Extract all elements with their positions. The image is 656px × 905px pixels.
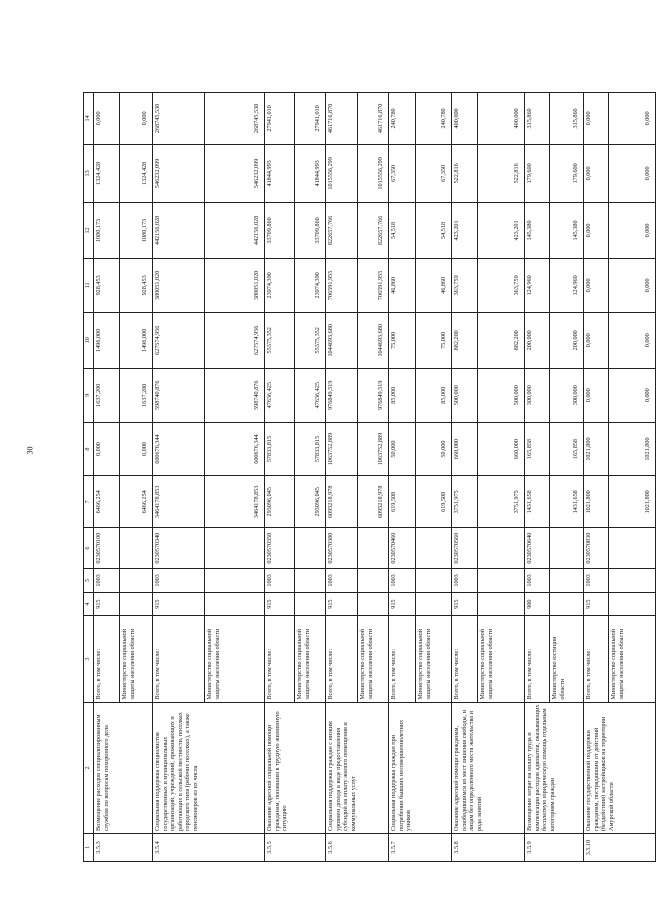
- total-value: 706591,955: [326, 258, 358, 312]
- executor-value: 1021,800: [609, 422, 656, 476]
- grbs-code: 900: [525, 592, 550, 616]
- executor-value: 522,816: [478, 144, 525, 202]
- total-value: 54,518: [389, 202, 416, 258]
- executor-value: 3751,975: [478, 476, 525, 528]
- executor-value: 627574,956: [205, 312, 265, 368]
- total-value: 627574,956: [153, 312, 205, 368]
- column-number-12: 12: [84, 202, 94, 258]
- total-value: 47636,425: [265, 368, 295, 422]
- csr-blank: [205, 528, 265, 569]
- total-value: 165,858: [525, 422, 550, 476]
- total-value: 0,000: [94, 93, 120, 145]
- total-value: 85,000: [389, 368, 416, 422]
- executor-name: Министерство социальной защиты населения области: [478, 616, 525, 702]
- csr-blank: [609, 528, 656, 569]
- executor-value: 67,350: [416, 144, 452, 202]
- total-value: 0,000: [584, 258, 609, 312]
- measure-name: Социальная поддержка специалистов государственных и муниципальных организаций, учреждений, проживающих и работающих в сельской местности, поселках городского типа (рабочих поселках), а также пенсионеров из их числа: [153, 702, 265, 833]
- executor-value: 3464178,853: [205, 476, 265, 528]
- csr-blank: [120, 528, 153, 569]
- executor-value: 1021,800: [609, 476, 656, 528]
- csr-blank: [550, 528, 584, 569]
- total-value: 0,000: [584, 202, 609, 258]
- measure-name: Социальная поддержка граждан при погребении бывших несовершеннолетних узников: [389, 702, 452, 833]
- executor-value: 1324,428: [120, 144, 153, 202]
- total-value: 1063752,889: [326, 422, 358, 476]
- column-number-6: 6: [84, 528, 94, 569]
- grbs-blank: [416, 592, 452, 616]
- column-number-4: 4: [84, 592, 94, 616]
- total-value: 1021,800: [584, 422, 609, 476]
- executor-value: 380051,020: [205, 258, 265, 312]
- executor-name: Министерство социальной защиты населения области: [205, 616, 265, 702]
- executor-value: 1044693,680: [358, 312, 389, 368]
- total-value: 67,350: [389, 144, 416, 202]
- table-row: [452, 93, 478, 862]
- row-number: 3.5.9: [525, 834, 584, 862]
- executor-value: 0,000: [609, 312, 656, 368]
- executor-value: 75,000: [416, 312, 452, 368]
- row-number: 3.5.8: [452, 834, 525, 862]
- grbs-code: 915: [389, 592, 416, 616]
- executor-name: Министерство социальной защиты населения области: [609, 616, 656, 702]
- total-label: Всего, в том числе:: [584, 616, 609, 702]
- executor-value: 0,000: [609, 368, 656, 422]
- total-label: Всего, в том числе:: [525, 616, 550, 702]
- executor-value: 928,453: [120, 258, 153, 312]
- executor-value: 1496,000: [120, 312, 153, 368]
- total-value: 46,860: [389, 258, 416, 312]
- executor-value: 461716,870: [358, 93, 389, 145]
- rzpr-code: 1003: [94, 569, 120, 593]
- total-value: 179,600: [525, 144, 550, 202]
- total-value: 1044693,680: [326, 312, 358, 368]
- measure-name: Оказание адресной социальной помощи гражданам, попавшим в трудную жизненную ситуацию: [265, 702, 326, 833]
- table-row: [265, 93, 295, 862]
- executor-value: 6466,254: [120, 476, 153, 528]
- measure-name: Социальная поддержка граждан с низким уровнем дохода в виде предоставления субсидий на оплату жилого помещения и коммунальных услуг: [326, 702, 389, 833]
- executor-name: Министерство юстиции области: [550, 616, 584, 702]
- total-value: 928,453: [94, 258, 120, 312]
- executor-value: 54,518: [416, 202, 452, 258]
- total-value: 33709,860: [265, 202, 295, 258]
- total-value: 1637,200: [94, 368, 120, 422]
- total-value: 1324,428: [94, 144, 120, 202]
- total-value: 55375,352: [265, 312, 295, 368]
- table-row: [326, 93, 358, 862]
- executor-value: 500,000: [478, 368, 525, 422]
- row-number: 3.5.4: [153, 834, 265, 862]
- total-label: Всего, в том числе:: [94, 616, 120, 702]
- rotated-content: [83, 92, 652, 862]
- csr-blank: [478, 528, 525, 569]
- executor-value: 0,000: [120, 422, 153, 476]
- total-value: 822657,766: [326, 202, 358, 258]
- total-label: Всего, в том числе:: [389, 616, 416, 702]
- executor-value: 546232,099: [205, 144, 265, 202]
- csr-blank: [295, 528, 326, 569]
- total-value: 400,000: [452, 93, 478, 145]
- column-number-5: 5: [84, 569, 94, 593]
- executor-value: 46,860: [416, 258, 452, 312]
- total-value: 423,201: [452, 202, 478, 258]
- rzpr-blank: [416, 569, 452, 593]
- column-number-10: 10: [84, 312, 94, 368]
- rzpr-code: 1003: [584, 569, 609, 593]
- table-row: [525, 93, 550, 862]
- executor-value: 598740,876: [205, 368, 265, 422]
- executor-value: 1080,173: [120, 202, 153, 258]
- total-value: 976849,519: [326, 368, 358, 422]
- total-value: 500,000: [452, 368, 478, 422]
- rzpr-blank: [478, 569, 525, 593]
- total-label: Всего, в том числе:: [326, 616, 358, 702]
- column-number-7: 7: [84, 476, 94, 528]
- total-label: Всего, в том числе:: [265, 616, 295, 702]
- total-value: 660,000: [452, 422, 478, 476]
- executor-value: 0,000: [120, 93, 153, 145]
- total-value: 600676,344: [153, 422, 205, 476]
- csr-code: 0230570460: [389, 528, 416, 569]
- column-number-13: 13: [84, 144, 94, 202]
- executor-value: 85,000: [416, 368, 452, 422]
- executor-value: 423,201: [478, 202, 525, 258]
- total-value: 75,000: [389, 312, 416, 368]
- executor-value: 660,000: [478, 422, 525, 476]
- executor-value: 27941,010: [295, 93, 326, 145]
- total-value: 619,508: [389, 476, 416, 528]
- total-value: 522,816: [452, 144, 478, 202]
- grbs-code: 915: [153, 592, 205, 616]
- executor-value: 882,200: [478, 312, 525, 368]
- csr-blank: [416, 528, 452, 569]
- grbs-blank: [358, 592, 389, 616]
- executor-value: 240,780: [416, 93, 452, 145]
- total-value: 6466,254: [94, 476, 120, 528]
- executor-value: 822657,766: [358, 202, 389, 258]
- column-number-1: 1: [84, 834, 94, 862]
- csr-blank: [358, 528, 389, 569]
- table-row: [153, 93, 205, 862]
- grbs-code: 915: [452, 592, 478, 616]
- total-value: 50,000: [389, 422, 416, 476]
- rzpr-blank: [120, 569, 153, 593]
- table-row: [94, 93, 120, 862]
- column-number-2: 2: [84, 702, 94, 833]
- executor-value: 47636,425: [295, 368, 326, 422]
- column-number-14: 14: [84, 93, 94, 145]
- rzpr-code: 1003: [326, 569, 358, 593]
- total-value: 6095218,978: [326, 476, 358, 528]
- grbs-blank: [550, 592, 584, 616]
- total-value: 145,380: [525, 202, 550, 258]
- total-value: 23974,390: [265, 258, 295, 312]
- executor-value: 145,380: [550, 202, 584, 258]
- total-value: 1431,658: [525, 476, 550, 528]
- budget-table: [83, 92, 656, 862]
- total-value: 0,000: [584, 93, 609, 145]
- executor-name: Министерство социальной защиты населения области: [416, 616, 452, 702]
- rzpr-blank: [358, 569, 389, 593]
- executor-value: 41844,993: [295, 144, 326, 202]
- total-value: 3751,975: [452, 476, 478, 528]
- column-number-9: 9: [84, 368, 94, 422]
- total-value: 124,960: [525, 258, 550, 312]
- executor-name: Министерство социальной защиты населения области: [358, 616, 389, 702]
- column-number-3: 3: [84, 616, 94, 702]
- executor-value: 706591,955: [358, 258, 389, 312]
- executor-value: 50,000: [416, 422, 452, 476]
- grbs-blank: [120, 592, 153, 616]
- executor-value: 293096,045: [295, 476, 326, 528]
- total-value: 1496,000: [94, 312, 120, 368]
- executor-value: 1431,658: [550, 476, 584, 528]
- executor-value: 124,960: [550, 258, 584, 312]
- total-value: 0,000: [584, 368, 609, 422]
- executor-value: 57833,815: [295, 422, 326, 476]
- rzpr-blank: [295, 569, 326, 593]
- executor-value: 33709,860: [295, 202, 326, 258]
- total-value: 363,759: [452, 258, 478, 312]
- total-value: 0,000: [94, 422, 120, 476]
- page-number: 30: [25, 446, 35, 455]
- total-value: 598740,876: [153, 368, 205, 422]
- measure-name: Возмещение расходов специализированным службам по вопросам похоронного дела: [94, 702, 153, 833]
- rzpr-code: 1003: [525, 569, 550, 593]
- total-label: Всего, в том числе:: [153, 616, 205, 702]
- total-value: 1080,173: [94, 202, 120, 258]
- row-number: 3.5.6: [326, 834, 389, 862]
- executor-value: 1015556,299: [358, 144, 389, 202]
- grbs-code: 915: [94, 592, 120, 616]
- row-number: 3.5.10: [584, 834, 656, 862]
- grbs-code: 915: [584, 592, 609, 616]
- row-number: 3.5.3: [94, 834, 153, 862]
- total-value: 461716,870: [326, 93, 358, 145]
- executor-value: 0,000: [609, 93, 656, 145]
- total-value: 27941,010: [265, 93, 295, 145]
- executor-value: 0,000: [609, 258, 656, 312]
- csr-code: 0230570350: [265, 528, 295, 569]
- rzpr-blank: [205, 569, 265, 593]
- executor-value: 400,000: [478, 93, 525, 145]
- total-value: 268745,530: [153, 93, 205, 145]
- measure-name: Оказание адресной помощи гражданам, освободившимся из мест лишения свободы, и лицам без определенного места жительства и рода занятий: [452, 702, 525, 833]
- executor-value: 1637,200: [120, 368, 153, 422]
- grbs-blank: [295, 592, 326, 616]
- rzpr-code: 1003: [153, 569, 205, 593]
- total-value: 1021,800: [584, 476, 609, 528]
- total-value: 200,000: [525, 312, 550, 368]
- executor-name: Министерство социальной защиты населения области: [295, 616, 326, 702]
- rzpr-code: 1003: [452, 569, 478, 593]
- executor-value: 300,000: [550, 368, 584, 422]
- grbs-blank: [478, 592, 525, 616]
- executor-value: 1063752,889: [358, 422, 389, 476]
- csr-code: 0230570830: [584, 528, 609, 569]
- csr-code: 0230570340: [153, 528, 205, 569]
- csr-code: 0230570100: [94, 528, 120, 569]
- rzpr-code: 1003: [389, 569, 416, 593]
- column-number-11: 11: [84, 258, 94, 312]
- total-label: Всего, в том числе:: [452, 616, 478, 702]
- rzpr-blank: [609, 569, 656, 593]
- measure-name: Возмещение затрат на оплату труда и компенсация расходов адвокатов, оказывающих бесплатную юридическую помощь отдельным категориям граждан: [525, 702, 584, 833]
- executor-value: 315,860: [550, 93, 584, 145]
- total-value: 0,000: [584, 312, 609, 368]
- executor-value: 976849,519: [358, 368, 389, 422]
- total-value: 442156,028: [153, 202, 205, 258]
- row-number: 3.5.5: [265, 834, 326, 862]
- rotated-table-area: [83, 92, 652, 862]
- total-value: 315,860: [525, 93, 550, 145]
- total-value: 0,000: [584, 144, 609, 202]
- executor-value: 600676,344: [205, 422, 265, 476]
- executor-value: 0,000: [609, 202, 656, 258]
- total-value: 3464178,853: [153, 476, 205, 528]
- table-row: [584, 93, 609, 862]
- total-value: 300,000: [525, 368, 550, 422]
- grbs-blank: [205, 592, 265, 616]
- executor-name: Министерство социальной защиты населения области: [120, 616, 153, 702]
- measure-name: Оказание государственной поддержки гражданам, пострадавшим от действий (бездействия) застройщиков на территории Амурской области: [584, 702, 656, 833]
- executor-value: 179,600: [550, 144, 584, 202]
- executor-value: 619,508: [416, 476, 452, 528]
- column-number-row: [84, 93, 94, 862]
- total-value: 546232,099: [153, 144, 205, 202]
- executor-value: 165,858: [550, 422, 584, 476]
- total-value: 41844,993: [265, 144, 295, 202]
- total-value: 240,780: [389, 93, 416, 145]
- total-value: 1015556,299: [326, 144, 358, 202]
- grbs-blank: [609, 592, 656, 616]
- executor-value: 268745,530: [205, 93, 265, 145]
- grbs-code: 915: [326, 592, 358, 616]
- total-value: 293096,045: [265, 476, 295, 528]
- executor-value: 200,000: [550, 312, 584, 368]
- total-value: 882,200: [452, 312, 478, 368]
- column-number-8: 8: [84, 422, 94, 476]
- executor-value: 442156,028: [205, 202, 265, 258]
- csr-code: 0230570380: [326, 528, 358, 569]
- executor-value: 55375,352: [295, 312, 326, 368]
- executor-value: 6095218,978: [358, 476, 389, 528]
- executor-value: 363,759: [478, 258, 525, 312]
- csr-code: 0230570560: [452, 528, 478, 569]
- executor-value: 23974,390: [295, 258, 326, 312]
- total-value: 57833,815: [265, 422, 295, 476]
- table-row: [389, 93, 416, 862]
- rzpr-code: 1003: [265, 569, 295, 593]
- rzpr-blank: [550, 569, 584, 593]
- csr-code: 0230570640: [525, 528, 550, 569]
- grbs-code: 915: [265, 592, 295, 616]
- executor-value: 0,000: [609, 144, 656, 202]
- row-number: 3.5.7: [389, 834, 452, 862]
- total-value: 380051,020: [153, 258, 205, 312]
